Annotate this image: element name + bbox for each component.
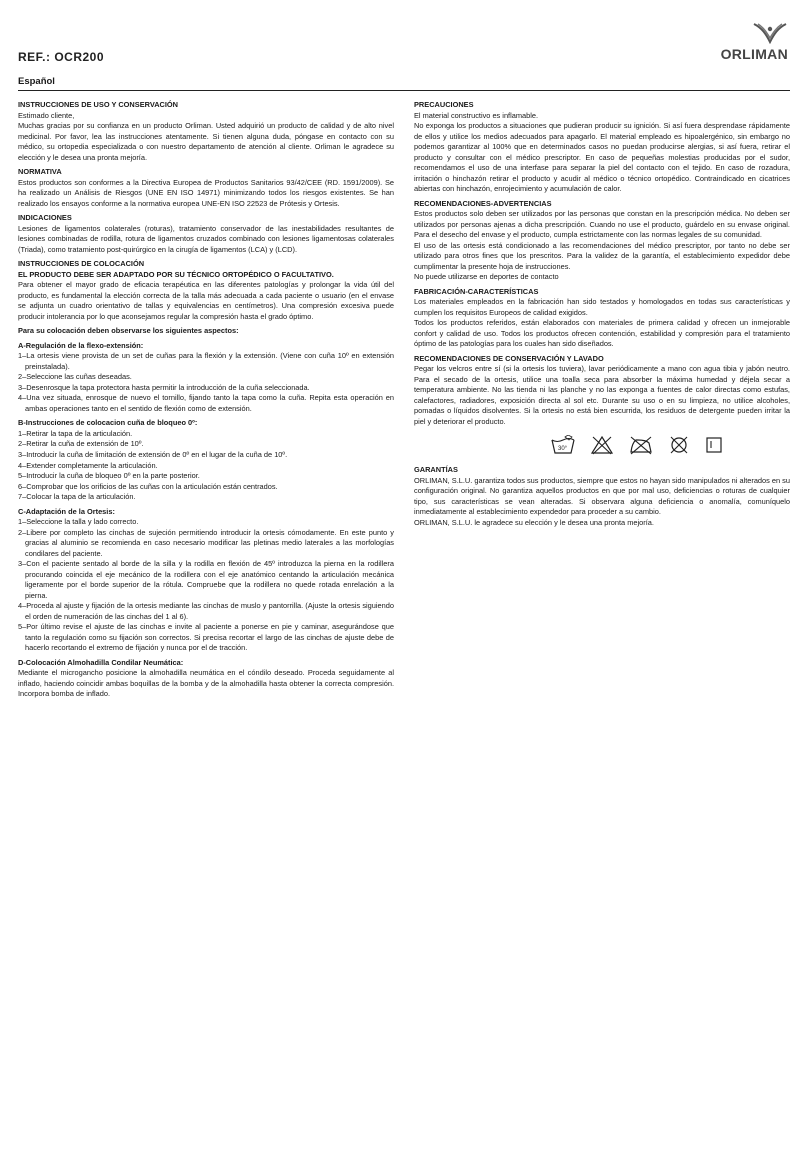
list-item: 7–Colocar la tapa de la articulación. (18, 492, 136, 502)
language-label: Español (18, 76, 55, 87)
fab-p1: Los materiales empleados en la fabricación han sido testados y homologados en todas sus características y cumplen los requisitos Europeos de calidad exigidos. (414, 297, 790, 317)
d-body: Mediante el microgancho posicione la almohadilla neumática en el cóndilo deseado. Proceda seguidamente al inflado, haciendo coincidir ambas boquillas de la bomba y de la almohadilla hasta obtener la correcta compresión. Incorpora bomba de inflado. (18, 668, 394, 699)
right-column (414, 100, 790, 532)
list-item: 4–Extender completamente la articulación. (18, 460, 158, 470)
no-iron-icon (628, 435, 654, 459)
section-garantias (414, 465, 790, 528)
list-item: 5–Introducir la cuña de bloqueo 0º en la parte posterior. (18, 471, 200, 481)
list-item: 4–Una vez situada, enrosque de nuevo el tornillo, fijando tanto la tapa como la cuña. Repita esta operación en ambas operaciones tanto en el sentido de flexión como de extensión. (18, 393, 394, 413)
orliman-logo-icon (752, 22, 788, 44)
section-indicaciones (18, 213, 394, 255)
care-symbols (484, 435, 790, 459)
no-bleach-icon (590, 435, 614, 459)
no-dry-clean-icon (668, 435, 690, 459)
section-c (18, 507, 394, 654)
list-item: 2–Retirar la cuña de extensión de 10º. (18, 439, 144, 449)
indicaciones-body: Lesiones de ligamentos colaterales (roturas), tratamiento conservador de las inestabilidades resultantes de lesiones combinadas de rodilla, rotura de ligamentos cruzados combinado con lesiones ligamentosas colaterales (Triada), como tratamiento post-quirúrgico en la cirugía de ligamentos (LCA) y (LCD). (18, 223, 394, 254)
normativa-body: Estos productos son conformes a la Directiva Europea de Productos Sanitarios 93/42/CEE (RD. 1591/2009). Se ha realizado un Análisis de Riesgos (UNE EN ISO 14971) minimizando todos los riesgos existentes. Se han realizado los ensayos conforme a la normativa europea UNE-EN ISO 22523 de Prótesis y Ortesis. (18, 177, 394, 208)
brand-name: ORLIMAN (720, 46, 788, 62)
section-a (18, 341, 394, 415)
section-normativa (18, 167, 394, 209)
section-aspectos (18, 326, 394, 337)
list-item: 5–Por último revise el ajuste de las cinchas e invite al paciente a ponerse en pie y caminar, asegurándose que tanto la regulación como su fijación son correctos. Si precisa recortar el largo de las cinchas de ajuste debe de hacerlo recortando el extremo de fijación y nunca por el de tracción. (18, 622, 394, 653)
uso-title: INSTRUCCIONES DE USO Y CONSERVACIÓN (18, 100, 179, 109)
fab-title: FABRICACIÓN-CARACTERÍSTICAS (414, 286, 539, 296)
recom-title: RECOMENDACIONES-ADVERTENCIAS (414, 198, 552, 208)
fab-p2: Todos los productos referidos, están elaborados con materiales de primera calidad y ofrecen un inmejorable confort y calidad de uso. Todos los productos ofrecen contención, estabilidad y compresión para el tratamiento óptimo de las patologías para los cuales han sido diseñados. (414, 318, 790, 349)
uso-body: Muchas gracias por su confianza en un producto Orliman. Usted adquirió un producto de calidad y de alto nivel medicinal. Por favor, lea las instrucciones atentamente. Si tienen alguna duda, póngase en contacto con su médico, su ortopedia especializada o con nuestro departamento de atención al cliente. Orliman le agradece su elección y le desea una pronta mejoría. (18, 121, 394, 162)
colocacion-title: INSTRUCCIONES DE COLOCACIÓN (18, 259, 145, 269)
recom-p1: Estos productos solo deben ser utilizados por las personas que constan en la prescripción médica. No deben ser utilizados por personas ajenas a dicha prescripción. Cuando no use el producto, guárdelo en su envase original. Para el desecho del envase y el producto, cumpla estrictamente con las normas legales de su comunidad. (414, 209, 790, 240)
section-fabricacion (414, 287, 790, 350)
precauciones-title: PRECAUCIONES (414, 100, 474, 109)
list-item: 1–La ortesis viene provista de un set de cuñas para la flexión y la extensión. (Viene con cuña 10º en extensión preinstalada). (18, 351, 394, 371)
recom-p2: El uso de las ortesis está condicionado a las recomendaciones del médico prescriptor, por tanto no debe ser utilizado para otros fines que los prescritos. Para la validez de la garantía, el establecimiento expedidor debe cumplimentar la presente hoja de instrucciones. (414, 240, 790, 271)
reference-code: REF.: OCR200 (18, 50, 105, 64)
b-title: B-Instrucciones de colocacion cuña de bloqueo 0º: (18, 418, 198, 428)
precauciones-line1: El material constructivo es inflamable. (414, 110, 539, 120)
list-item: 2–Seleccione las cuñas deseadas. (18, 372, 132, 382)
garantias-p1: ORLIMAN, S.L.U. garantiza todos sus productos, siempre que estos no hayan sido manipulados ni alterados en su configuración original. No garantiza aquellos productos en que por mal uso, deficiencias o roturas de cualquier tipo, sus características se vean alteradas. Si observara alguna deficiencia o anomalía, comuníquelo inmediatamente al establecimiento expendedor para proceder a su cambio. (414, 475, 790, 517)
header-divider (18, 90, 790, 91)
section-uso (18, 100, 394, 163)
indicaciones-title: INDICACIONES (18, 213, 72, 223)
section-lavado (414, 354, 790, 428)
c-title: C-Adaptación de la Ortesis: (18, 506, 115, 516)
wash-temp-label: 30° (558, 446, 568, 453)
aspectos-title: Para su colocación deben observarse los siguientes aspectos: (18, 326, 239, 336)
list-item: 6–Comprobar que los orificios de las cuñas con la articulación están centrados. (18, 481, 278, 491)
section-d (18, 658, 394, 700)
lavado-body: Pegar los velcros entre sí (si la ortesis los tuviera), lavar periódicamente a mano con agua tibia y jabón neutro. Para el secado de la ortesis, utilice una toalla seca para absorber la máxima humedad y déjela secar a temperatura ambiente. No las tienda ni las planche y no las exponga a fuentes de calor directas como estufas, calefactores, radiadores, exposición directa al sol etc. Durante su uso o en su limpieza, no utilice alcoholes, pomadas o líquidos disolventes. Si la ortesis no está bien escurrida, los residuos de detergente pueden irritar la piel y deteriorar el producto. (414, 364, 790, 426)
brand-logo (708, 22, 788, 68)
list-item: 4–Proceda al ajuste y fijación de la ortesis mediante las cinchas de muslo y pantorrilla. (Ajuste la ortesis siguiendo el orden de numeración de las cinchas del 1 al 6). (18, 601, 394, 621)
colocacion-subtitle: EL PRODUCTO DEBE SER ADAPTADO POR SU TÉCNICO ORTOPÉDICO O FACULTATIVO. (18, 269, 334, 279)
section-recomendaciones (414, 199, 790, 283)
section-precauciones (414, 100, 790, 195)
line-dry-icon (704, 435, 724, 459)
lavado-title: RECOMENDACIONES DE CONSERVACIÓN Y LAVADO (414, 353, 604, 363)
left-column (18, 100, 394, 704)
list-item: 1–Seleccione la talla y lado correcto. (18, 517, 139, 527)
a-title: A-Regulación de la flexo-extensión: (18, 340, 144, 350)
list-item: 3–Introducir la cuña de limitación de extensión de 0º en el lugar de la cuña de 10º. (18, 449, 288, 459)
list-item: 3–Desenrosque la tapa protectora hasta permitir la introducción de la cuña seleccionada. (18, 382, 310, 392)
list-item: 3–Con el paciente sentado al borde de la silla y la rodilla en flexión de 45º introduzca la pierna en la rodillera procurando coincida el eje mecánico de la rodillera con el eje anatómico centando la articulación mecánica ligeramente por el borde superior de la rótula. Compruebe que la rodillera no quede rotada enrelación a la pierna. (18, 559, 394, 600)
precauciones-body: No exponga los productos a situaciones que pudieran producir su ignición. Si así fuera desprendase rápidamente de ellos y utilice los medios adecuados para apagarlo. El material empleado es hipoalergénico, sin embargo no podemos garantizar al 100% que en determinados casos no puedan producirse alergias, si así fuera, retirar el producto y consultar con el médico prescriptor. En caso de pequeñas molestias producidas por el sudor, recomendamos el uso de una interfase para separar la piel del contacto con el tejido. En caso de rozadura, irritación o hinchazón retirar el producto y acudir al médico o técnico ortopédico. Contraindicado en cicatrices abiertas con hinchazón, enrojecimiento y acumulación de calor. (414, 121, 790, 194)
garantias-p2: ORLIMAN, S.L.U. le agradece su elección y le desea una pronta mejoría. (414, 517, 654, 527)
colocacion-body: Para obtener el mayor grado de eficacia terapéutica en las diferentes patologías y prolongar la vida útil del producto, es fundamental la elección correcta de la talla más adecuada a cada paciente o usuario (en el envase se adjunta un cuadro orientativo de tallas y equivalencias en centímetros). Una compresión excesiva puede producir intolerancia por lo que aconsejamos regular la compresión hasta el grado óptimo. (18, 280, 394, 321)
section-b (18, 418, 394, 502)
list-item: 1–Retirar la tapa de la articulación. (18, 428, 133, 438)
section-colocacion (18, 259, 394, 322)
d-title: D-Colocación Almohadilla Condilar Neumática: (18, 657, 184, 667)
hand-wash-icon (550, 435, 576, 459)
normativa-title: NORMATIVA (18, 167, 62, 177)
garantias-title: GARANTÍAS (414, 464, 458, 474)
uso-greeting: Estimado cliente, (18, 110, 75, 120)
list-item: 2–Libere por completo las cinchas de sujeción permitiendo introducir la ortesis cómodamente. En este punto y gracias al aluminio se recomienda en caso necesario modificar las pletinas medio laterales a las morfologías condilares del paciente. (18, 527, 394, 558)
recom-p3: No puede utilizarse en deportes de contacto (414, 272, 559, 282)
